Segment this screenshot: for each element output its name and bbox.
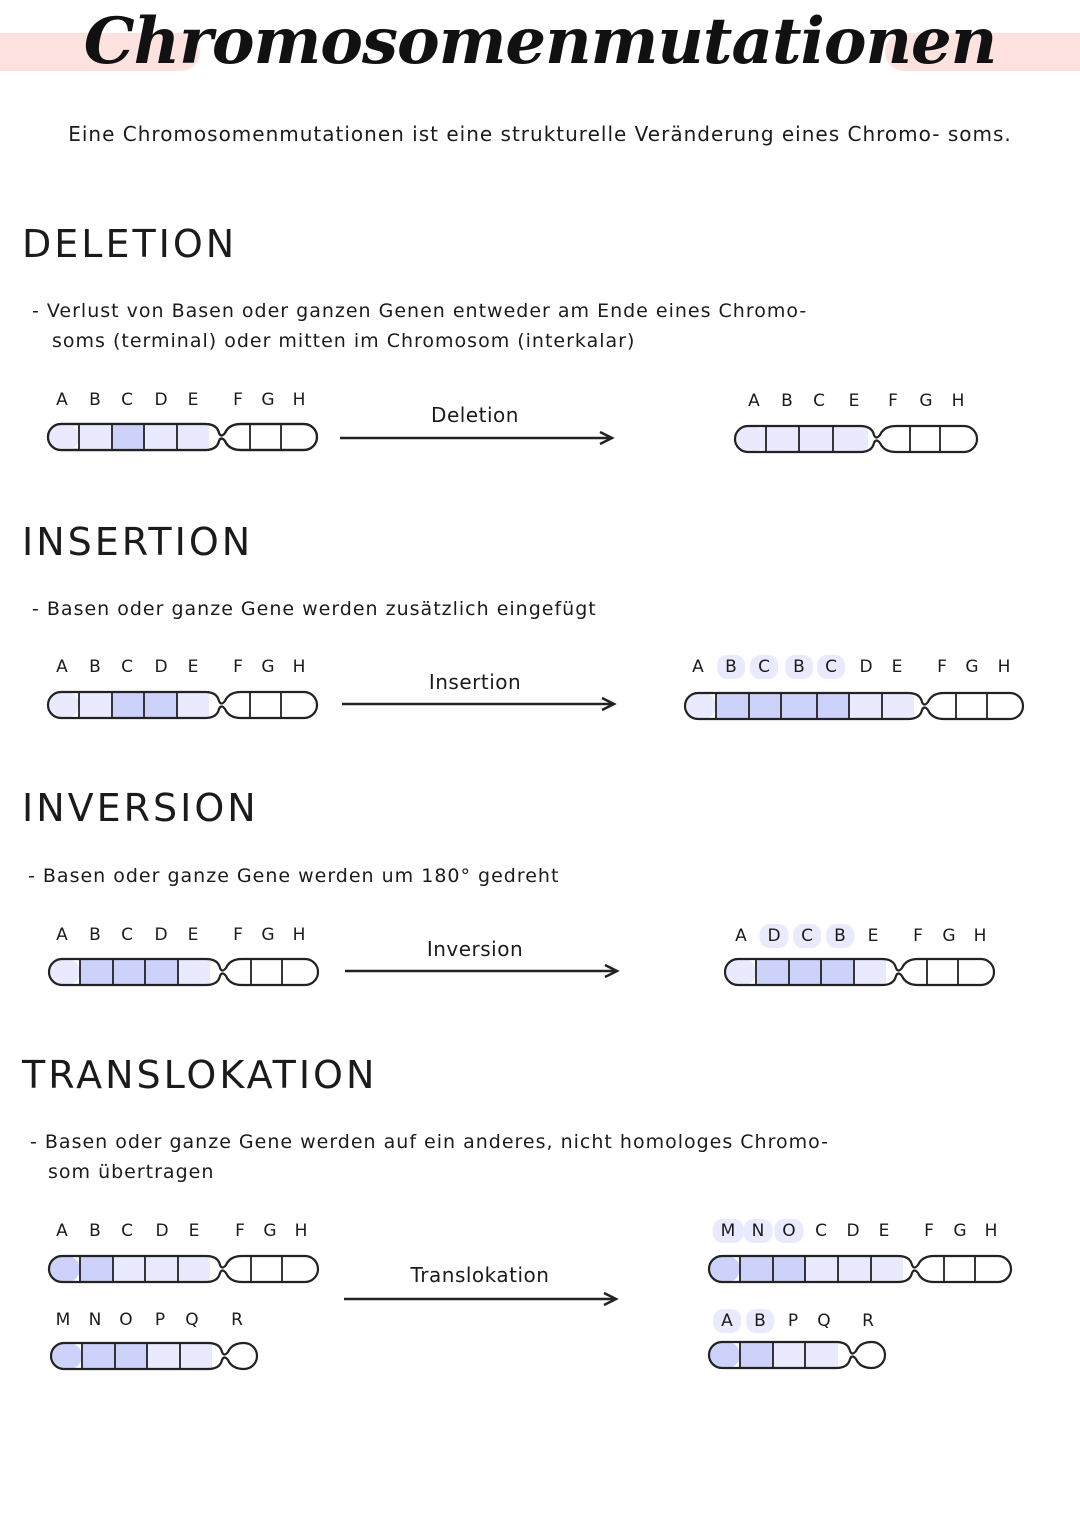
- gene-label: A: [748, 391, 760, 411]
- gene-label: B: [89, 925, 101, 945]
- gene-label: E: [848, 391, 860, 411]
- insertion-chromosome-before: [45, 688, 320, 722]
- gene-label: H: [951, 391, 965, 411]
- gene-label: C: [121, 657, 133, 677]
- translokation-after-bottom-labels: [0, 1311, 1080, 1335]
- gene-label: F: [888, 391, 898, 411]
- deletion-description-line-2: soms (terminal) oder mitten im Chromosom (interkalar): [52, 330, 636, 352]
- translokation-description: [30, 1127, 1030, 1187]
- gene-label: E: [187, 390, 199, 410]
- gene-label-inverted: C: [801, 926, 813, 946]
- gene-label: C: [813, 391, 825, 411]
- gene-label: D: [154, 390, 168, 410]
- gene-label: G: [942, 926, 956, 946]
- gene-label: O: [119, 1310, 133, 1330]
- deletion-chromosome-after: [732, 422, 980, 456]
- gene-label-translocated: A: [721, 1311, 733, 1331]
- gene-label: D: [154, 925, 168, 945]
- inversion-chromosome-before: [46, 955, 321, 989]
- gene-label: E: [891, 657, 903, 677]
- insertion-arrow-label: Insertion: [428, 670, 522, 694]
- gene-label: F: [233, 657, 243, 677]
- gene-label: E: [187, 657, 199, 677]
- translokation-arrow-label: Translokation: [410, 1263, 550, 1287]
- translokation-chromosome-after-top: [706, 1252, 1014, 1286]
- insertion-chromosome-after: [682, 689, 1026, 723]
- gene-label: B: [89, 390, 101, 410]
- gene-label-translocated: O: [782, 1221, 796, 1241]
- gene-label: E: [878, 1221, 890, 1241]
- translokation-chromosome-after-bottom: [706, 1338, 892, 1372]
- gene-label: E: [867, 926, 879, 946]
- translokation-heading: TRANSLOKATION: [22, 1053, 378, 1097]
- inversion-after-labels: [0, 926, 1080, 950]
- gene-label: P: [787, 1311, 799, 1331]
- gene-label-translocated: B: [754, 1311, 766, 1331]
- intro-text: Eine Chromosomenmutationen ist eine strukturelle Veränderung eines Chromo- soms.: [68, 122, 1012, 146]
- insertion-heading: INSERTION: [22, 520, 254, 564]
- gene-label: B: [89, 1221, 101, 1241]
- gene-label: C: [121, 390, 133, 410]
- translokation-chromosome-before-bottom: [48, 1339, 262, 1373]
- translokation-description-line-1: - Basen oder ganze Gene werden auf ein anderes, nicht homologes Chromo-: [30, 1131, 829, 1153]
- gene-label: A: [56, 925, 68, 945]
- gene-label: G: [261, 657, 275, 677]
- inversion-description: - Basen oder ganze Gene werden um 180° gedreht: [28, 865, 560, 887]
- gene-label: H: [984, 1221, 998, 1241]
- gene-label: F: [235, 1221, 245, 1241]
- gene-label-inserted: B: [793, 657, 805, 677]
- gene-label-inverted: D: [767, 926, 781, 946]
- gene-label-inserted: C: [825, 657, 837, 677]
- gene-label: M: [55, 1310, 71, 1330]
- gene-label: D: [154, 657, 168, 677]
- gene-label: D: [846, 1221, 860, 1241]
- deletion-after-labels: [0, 391, 1080, 415]
- gene-label: B: [89, 657, 101, 677]
- gene-label-translocated: M: [720, 1221, 736, 1241]
- gene-label: Q: [185, 1310, 199, 1330]
- gene-label: F: [233, 390, 243, 410]
- inversion-arrow: [345, 961, 620, 981]
- gene-label: G: [263, 1221, 277, 1241]
- gene-label: N: [88, 1310, 102, 1330]
- translokation-chromosome-before-top: [46, 1252, 321, 1286]
- gene-label: Q: [817, 1311, 831, 1331]
- inversion-chromosome-after: [722, 955, 998, 989]
- insertion-arrow: [342, 694, 617, 714]
- deletion-heading: DELETION: [22, 222, 238, 266]
- gene-label: G: [261, 925, 275, 945]
- gene-label: H: [973, 926, 987, 946]
- gene-label: C: [121, 925, 133, 945]
- gene-label: F: [924, 1221, 934, 1241]
- gene-label: G: [953, 1221, 967, 1241]
- deletion-chromosome-before: [45, 420, 320, 454]
- insertion-description: - Basen oder ganze Gene werden zusätzlich eingefügt: [32, 598, 597, 620]
- gene-label: A: [56, 390, 68, 410]
- gene-label: G: [965, 657, 979, 677]
- insertion-after-labels: [0, 657, 1080, 681]
- gene-label: R: [862, 1311, 874, 1331]
- translokation-arrow: [344, 1289, 619, 1309]
- gene-label: C: [815, 1221, 827, 1241]
- translokation-description-line-2: som übertragen: [48, 1161, 215, 1183]
- gene-label-inverted: B: [834, 926, 846, 946]
- gene-label: F: [233, 925, 243, 945]
- gene-label: H: [292, 390, 306, 410]
- translokation-after-top-labels: [0, 1221, 1080, 1245]
- gene-label: D: [155, 1221, 169, 1241]
- gene-label: H: [997, 657, 1011, 677]
- gene-label-inserted: C: [758, 657, 770, 677]
- gene-label: A: [56, 657, 68, 677]
- gene-label: P: [154, 1310, 166, 1330]
- inversion-heading: INVERSION: [22, 786, 259, 830]
- gene-label: E: [188, 1221, 200, 1241]
- gene-label: F: [937, 657, 947, 677]
- gene-label: R: [231, 1310, 243, 1330]
- gene-label: D: [859, 657, 873, 677]
- deletion-arrow: [340, 428, 615, 448]
- gene-label: G: [261, 390, 275, 410]
- gene-label: A: [735, 926, 747, 946]
- gene-label: F: [913, 926, 923, 946]
- deletion-description-line-1: - Verlust von Basen oder ganzen Genen entweder am Ende eines Chromo-: [32, 300, 808, 322]
- gene-label: C: [121, 1221, 133, 1241]
- gene-label: H: [294, 1221, 308, 1241]
- gene-label-translocated: N: [751, 1221, 765, 1241]
- deletion-arrow-label: Deletion: [431, 403, 519, 427]
- inversion-arrow-label: Inversion: [426, 937, 524, 961]
- gene-label: A: [692, 657, 704, 677]
- page-title: Chromosomenmutationen: [83, 4, 997, 79]
- gene-label-inserted: B: [725, 657, 737, 677]
- deletion-description: [32, 296, 1032, 356]
- gene-label: G: [919, 391, 933, 411]
- gene-label: E: [187, 925, 199, 945]
- gene-label: H: [292, 657, 306, 677]
- gene-label: A: [56, 1221, 68, 1241]
- gene-label: H: [292, 925, 306, 945]
- gene-label: B: [781, 391, 793, 411]
